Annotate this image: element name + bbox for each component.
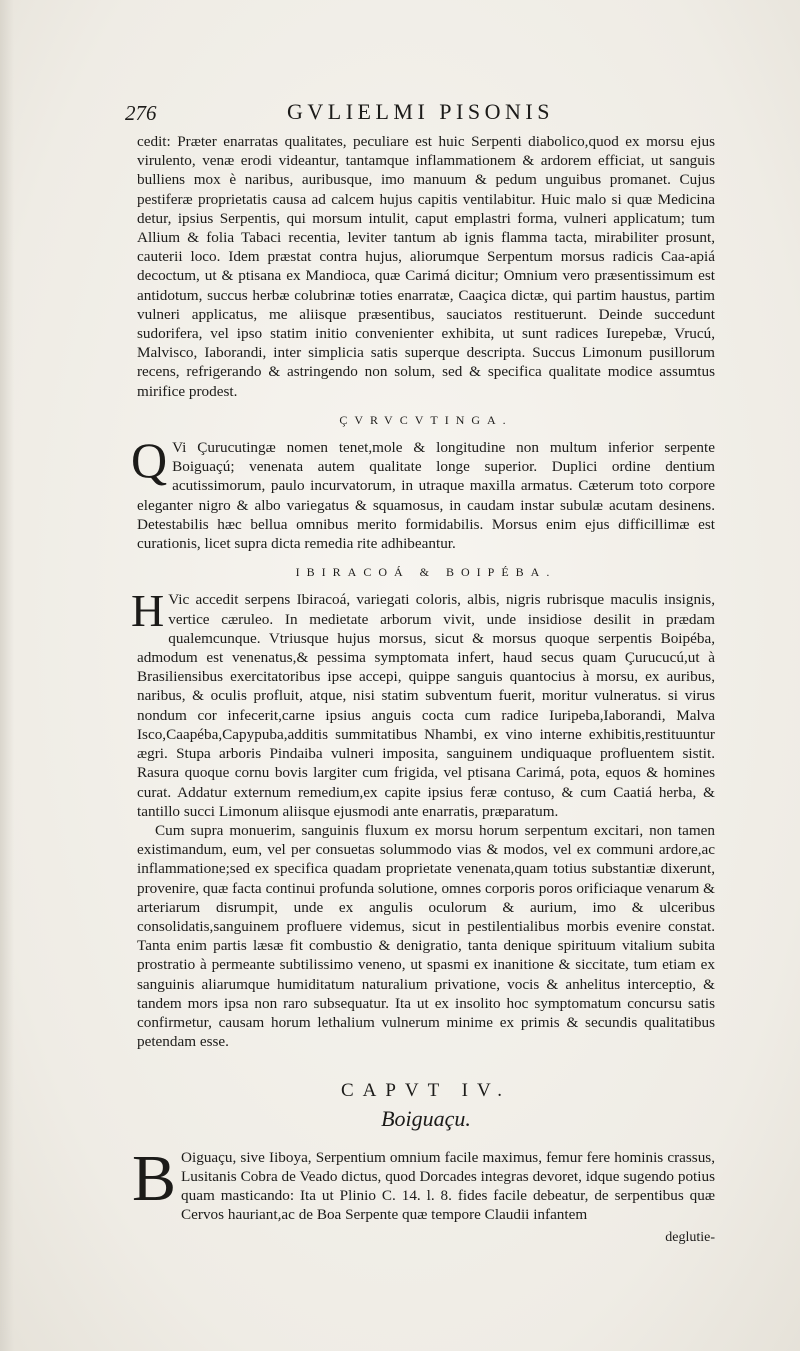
drop-initial: B xyxy=(132,1141,177,1215)
section-heading-curucutinga: ÇVRVCVTINGA. xyxy=(339,412,513,427)
running-title: GVLIELMI PISONIS xyxy=(287,99,554,124)
paragraph-curucutinga xyxy=(131,432,715,553)
page-number: 276 xyxy=(125,101,157,125)
chapter-heading: CAPVT IV. xyxy=(340,1080,512,1102)
paragraph-text: Oiguaçu, sive Iiboya, Serpentium omnium facile maximus, femur fere hominis crassus, Lusitanis Cobra de Veado dictus, quod Dorcades integras devoret, idque sugendo potius quam masticando: Ita ut Plinio C. 14. l. 8. fides facile debeatur, de serpentibus quæ Cervos hauriant,ac de Boa Serpente quæ tempore Claudii infantem xyxy=(181,1148,715,1224)
section-heading-ibiracoa: IBIRACOÁ & BOIPÉBA. xyxy=(295,565,557,580)
paragraph-text: Vi Çurucutingæ nomen tenet,mole & longitudine non multum inferior serpente Boiguaçú; venenata autem qualitate longe superior. Duplici ordine dentium acutissimorum, paulo incurvatorum, in utraque maxilla armatus. Cæterum toto corpore eleganter nigro & albo variegatus & squamosus, in caudam instar subulæ acutam desinens. Detestabilis hæc bellua omnibus merito formidabilis. Morsus enim ejus difficillimæ est curationis, licet supra dicta remedia rite adhibeantur. xyxy=(137,439,715,553)
paragraph-boiguacu xyxy=(132,1141,715,1225)
text-block xyxy=(125,96,715,1247)
paragraph-text: Vic accedit serpens Ibiracoá, variegati coloris, albis, nigris rubrisque maculis insignis, vertice cæruleo. In medietate arborum vivit, unde insidiose desilit in prædam qualemcunque. Vtriusque hujus morsus, sicut & morsus quoque serpentis Boipéba, admodum est venenatus,& pessima symptomata infert, haud secus quam Çurucucú,ut à Brasiliensibus exercitatoribus ipse accepi, quippe sanguis quantocius à morsu, ex auribus, naribus, & oculis profluit, atque, nisi statim subventum fuerit, moritur vulneratus. si virus nondum cor infecerit,carne ipsius anguis cocta cum radice Iuripeba,Iaborandi, Malva Isco,Caapéba,Capypuba,additis summitatibus Nhambi, ex vino interne exhibitis,restituuntur ægri. Stupa arboris Pindaiba vulneri imposita, sanguinem undiquaque profluentem sistit. Rasura quoque cornu bovis largiter cum frigida, vel ptisana Carimá, pota, equos & homines curat. Addatur externum remedium,ex capite ipsius feræ contuso, & cum Caatiá herba, & tantillo succi Limonum aliisque ejusmodi ante enarratis, præparatum. xyxy=(137,591,715,820)
paragraph-commentary: Cum supra monuerim, sanguinis fluxum ex morsu horum serpentum excitari, non tamen existimandum, eum, vel per consuetas solummodo vias & modos, vel ex communi ardore,ac inflammatione;sed ex specifica quadam proprietate venenata,quam totius substantiæ dixerunt, provenire, quæ facta continui profunda solutione, omnes corporis poros orificiaque venarum & arteriarum disrumpit, unde ex angulis oculorum & aurium, imo & ulceribus consolidatis,sanguinem profluere videmus, sicut in pestilentialibus morbis evenire constat. Tanta enim partis læsæ fit combustio & denigratio, tanta denique spirituum vitalium subita prostratio à permeante subtilissimo veneno, ut spasmi ex inanitione & siccitate, tum etiam ex sanguinis aliarumque humiditatum naturalium privatione, vocis & anhelitus interceptio, & tandem mors ipsa non raro subsequatur. Ita ut ex insolito hoc symptomatum concursu satis confirmetur, causam horum lethalium vulnerum minime ex primis & secundis qualitatibus petendam esse. xyxy=(137,821,715,1051)
drop-initial: H xyxy=(131,585,165,637)
catchword xyxy=(137,1227,715,1247)
catchword-text: deglutie- xyxy=(665,1229,715,1245)
chapter-subject: Boiguaçu. xyxy=(381,1105,471,1131)
paragraph-ibiracoa xyxy=(131,585,715,820)
page-gutter-shadow xyxy=(0,0,14,1351)
drop-initial: Q xyxy=(131,432,168,489)
running-header xyxy=(125,96,715,132)
paragraph-continued: cedit: Præter enarratas qualitates, peculiare est huic Serpenti diabolico,quod ex morsu ejus virulento, venæ erodi videantur, tantamque inflammationem & ardorem efficiat, ut sanguis bulliens mox è naribus, auribusque, imo manuum & pedum unguibus promanet. Cujus pestiferæ proprietatis causa ad calcem hujus capitis ventilabitur. Huic malo si quæ Medicina detur, ipsius Serpentis, qui morsum intulit, caput emplastri forma, vulneri applicatum; tum Allium & folia Tabaci recentia, leviter tantum ab ignis flamma tacta, mirabiliter prosunt, cauterii loco. Idem præstat contra hujus, aliorumque Serpentum morsus radicis Caa-apiá decoctum, ut & ptisana ex Mandioca, quæ Carimá dicitur; Omnium vero præsentissimum est antidotum, succus herbæ colubrinæ toties enarratæ, Caaçica dictæ, qui partim haustus, partim vulneri applicatus, me aliisque præsentibus, sauciatos restituerunt. Deinde succedunt sudorifera, vel ipso statim initio convenienter exhibita, ut sunt radices Iurepebæ, Vrucú, Malvisco, Iaborandi, inter simplicia satis superque descripta. Succus Limonum pusillorum recens, refrigerando & astringendo non solum, sed & specifica qualitate modice assumtus mirifice prodest. xyxy=(137,133,715,400)
